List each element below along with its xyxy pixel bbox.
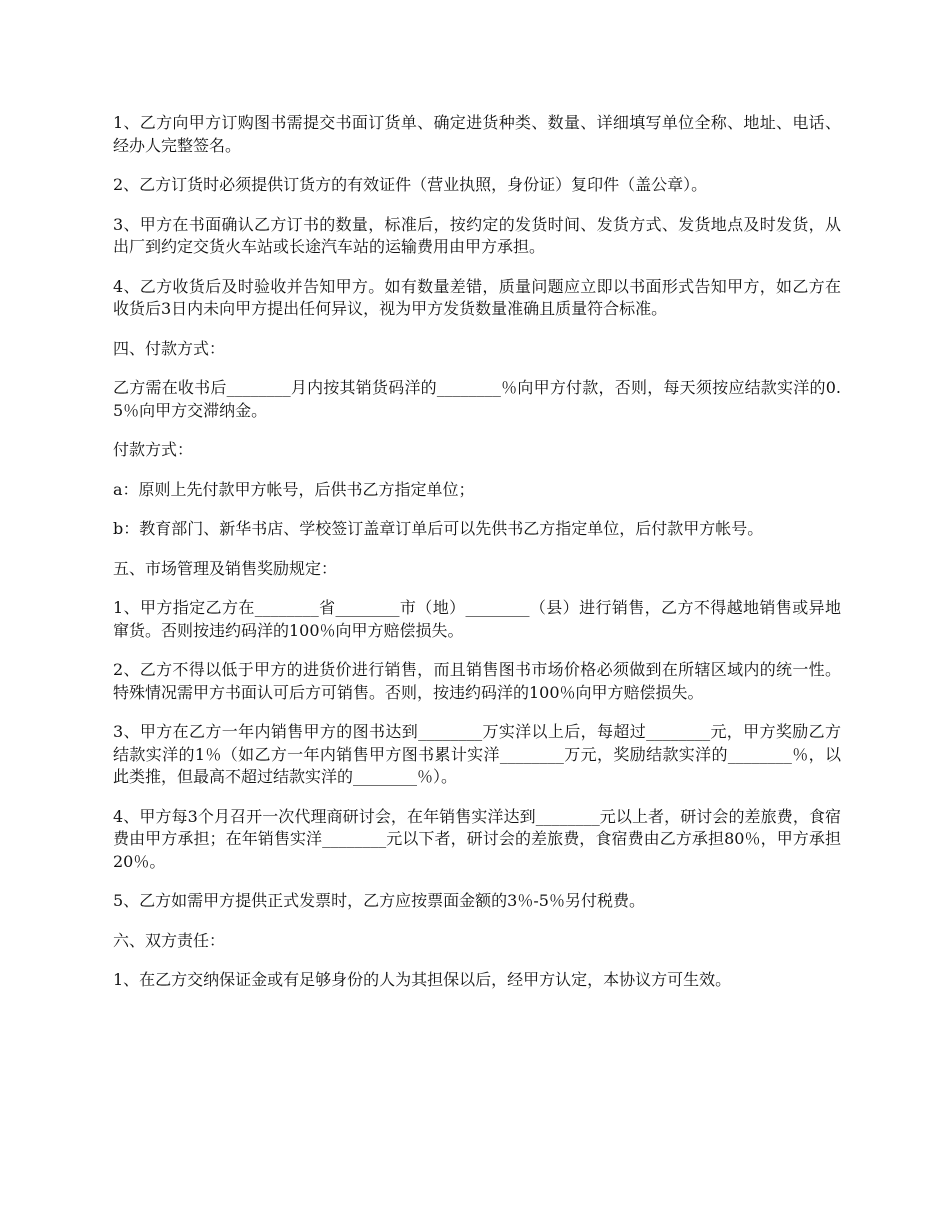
clause-delivery: 3、甲方在书面确认乙方订书的数量，标准后，按约定的发货时间、发货方式、发货地点及时发货，从出厂到约定交货火车站或长途汽车站的运输费用由甲方承担。 [113, 214, 841, 256]
payment-method-b: b：教育部门、新华书店、学校签订盖章订单后可以先供书乙方指定单位，后付款甲方帐号。 [113, 519, 764, 538]
clause-agent-seminar: 4、甲方每3个月召开一次代理商研讨会，在年销售实洋达到________元以上者，研讨会的差旅费，食宿费由甲方承担；在年销售实洋________元以下者，研讨会的差旅费，食宿费由乙方承担80％，甲方承担20％。 [113, 806, 841, 871]
clause-effectiveness: 1、在乙方交纳保证金或有足够身份的人为其担保以后，经甲方认定，本协议方可生效。 [113, 970, 732, 989]
payment-method-a: a：原则上先付款甲方帐号，后供书乙方指定单位； [113, 479, 475, 499]
clause-order-certificates: 2、乙方订货时必须提供订货方的有效证件（营业执照，身份证）复印件（盖公章）。 [113, 175, 708, 194]
section-heading-market: 五、市场管理及销售奖励规定： [113, 558, 338, 578]
clause-order-submission: 1、乙方向甲方订购图书需提交书面订货单、确定进货种类、数量、详细填写单位全称、地址、电话、经办人完整签名。 [113, 113, 841, 155]
clause-invoice-tax: 5、乙方如需甲方提供正式发票时，乙方应按票面金额的3％-5％另付税费。 [113, 891, 645, 910]
clause-payment-terms: 乙方需在收书后________月内按其销货码洋的________％向甲方付款，否则，每天须按应结款实洋的0.5％向甲方交滞纳金。 [113, 378, 841, 420]
subheading-payment-methods: 付款方式： [113, 440, 194, 459]
clause-sales-reward: 3、甲方在乙方一年内销售甲方的图书达到________万实洋以上后，每超过________元，甲方奖励乙方结款实洋的1％（如乙方一年内销售甲方图书累计实洋________万元，奖励结款实洋的________％，以此类推，但最高不超过结款实洋的________％）。 [113, 722, 841, 786]
section-heading-payment: 四、付款方式： [113, 338, 226, 358]
clause-inspection: 4、乙方收货后及时验收并告知甲方。如有数量差错，质量问题应立即以书面形式告知甲方，如乙方在收货后3日内未向甲方提出任何异议，视为甲方发货数量准确且质量符合标准。 [113, 276, 841, 318]
document-body [113, 112, 841, 1009]
section-heading-responsibilities: 六、双方责任： [113, 930, 226, 950]
clause-pricing: 2、乙方不得以低于甲方的进货价进行销售，而且销售图书市场价格必须做到在所辖区域内的统一性。特殊情况需甲方书面认可后方可销售。否则，按违约码洋的100％向甲方赔偿损失。 [113, 660, 841, 702]
clause-sales-region: 1、甲方指定乙方在________省________市（地）________（县）进行销售，乙方不得越地销售或异地窜货。否则按违约码洋的100％向甲方赔偿损失。 [113, 598, 841, 640]
